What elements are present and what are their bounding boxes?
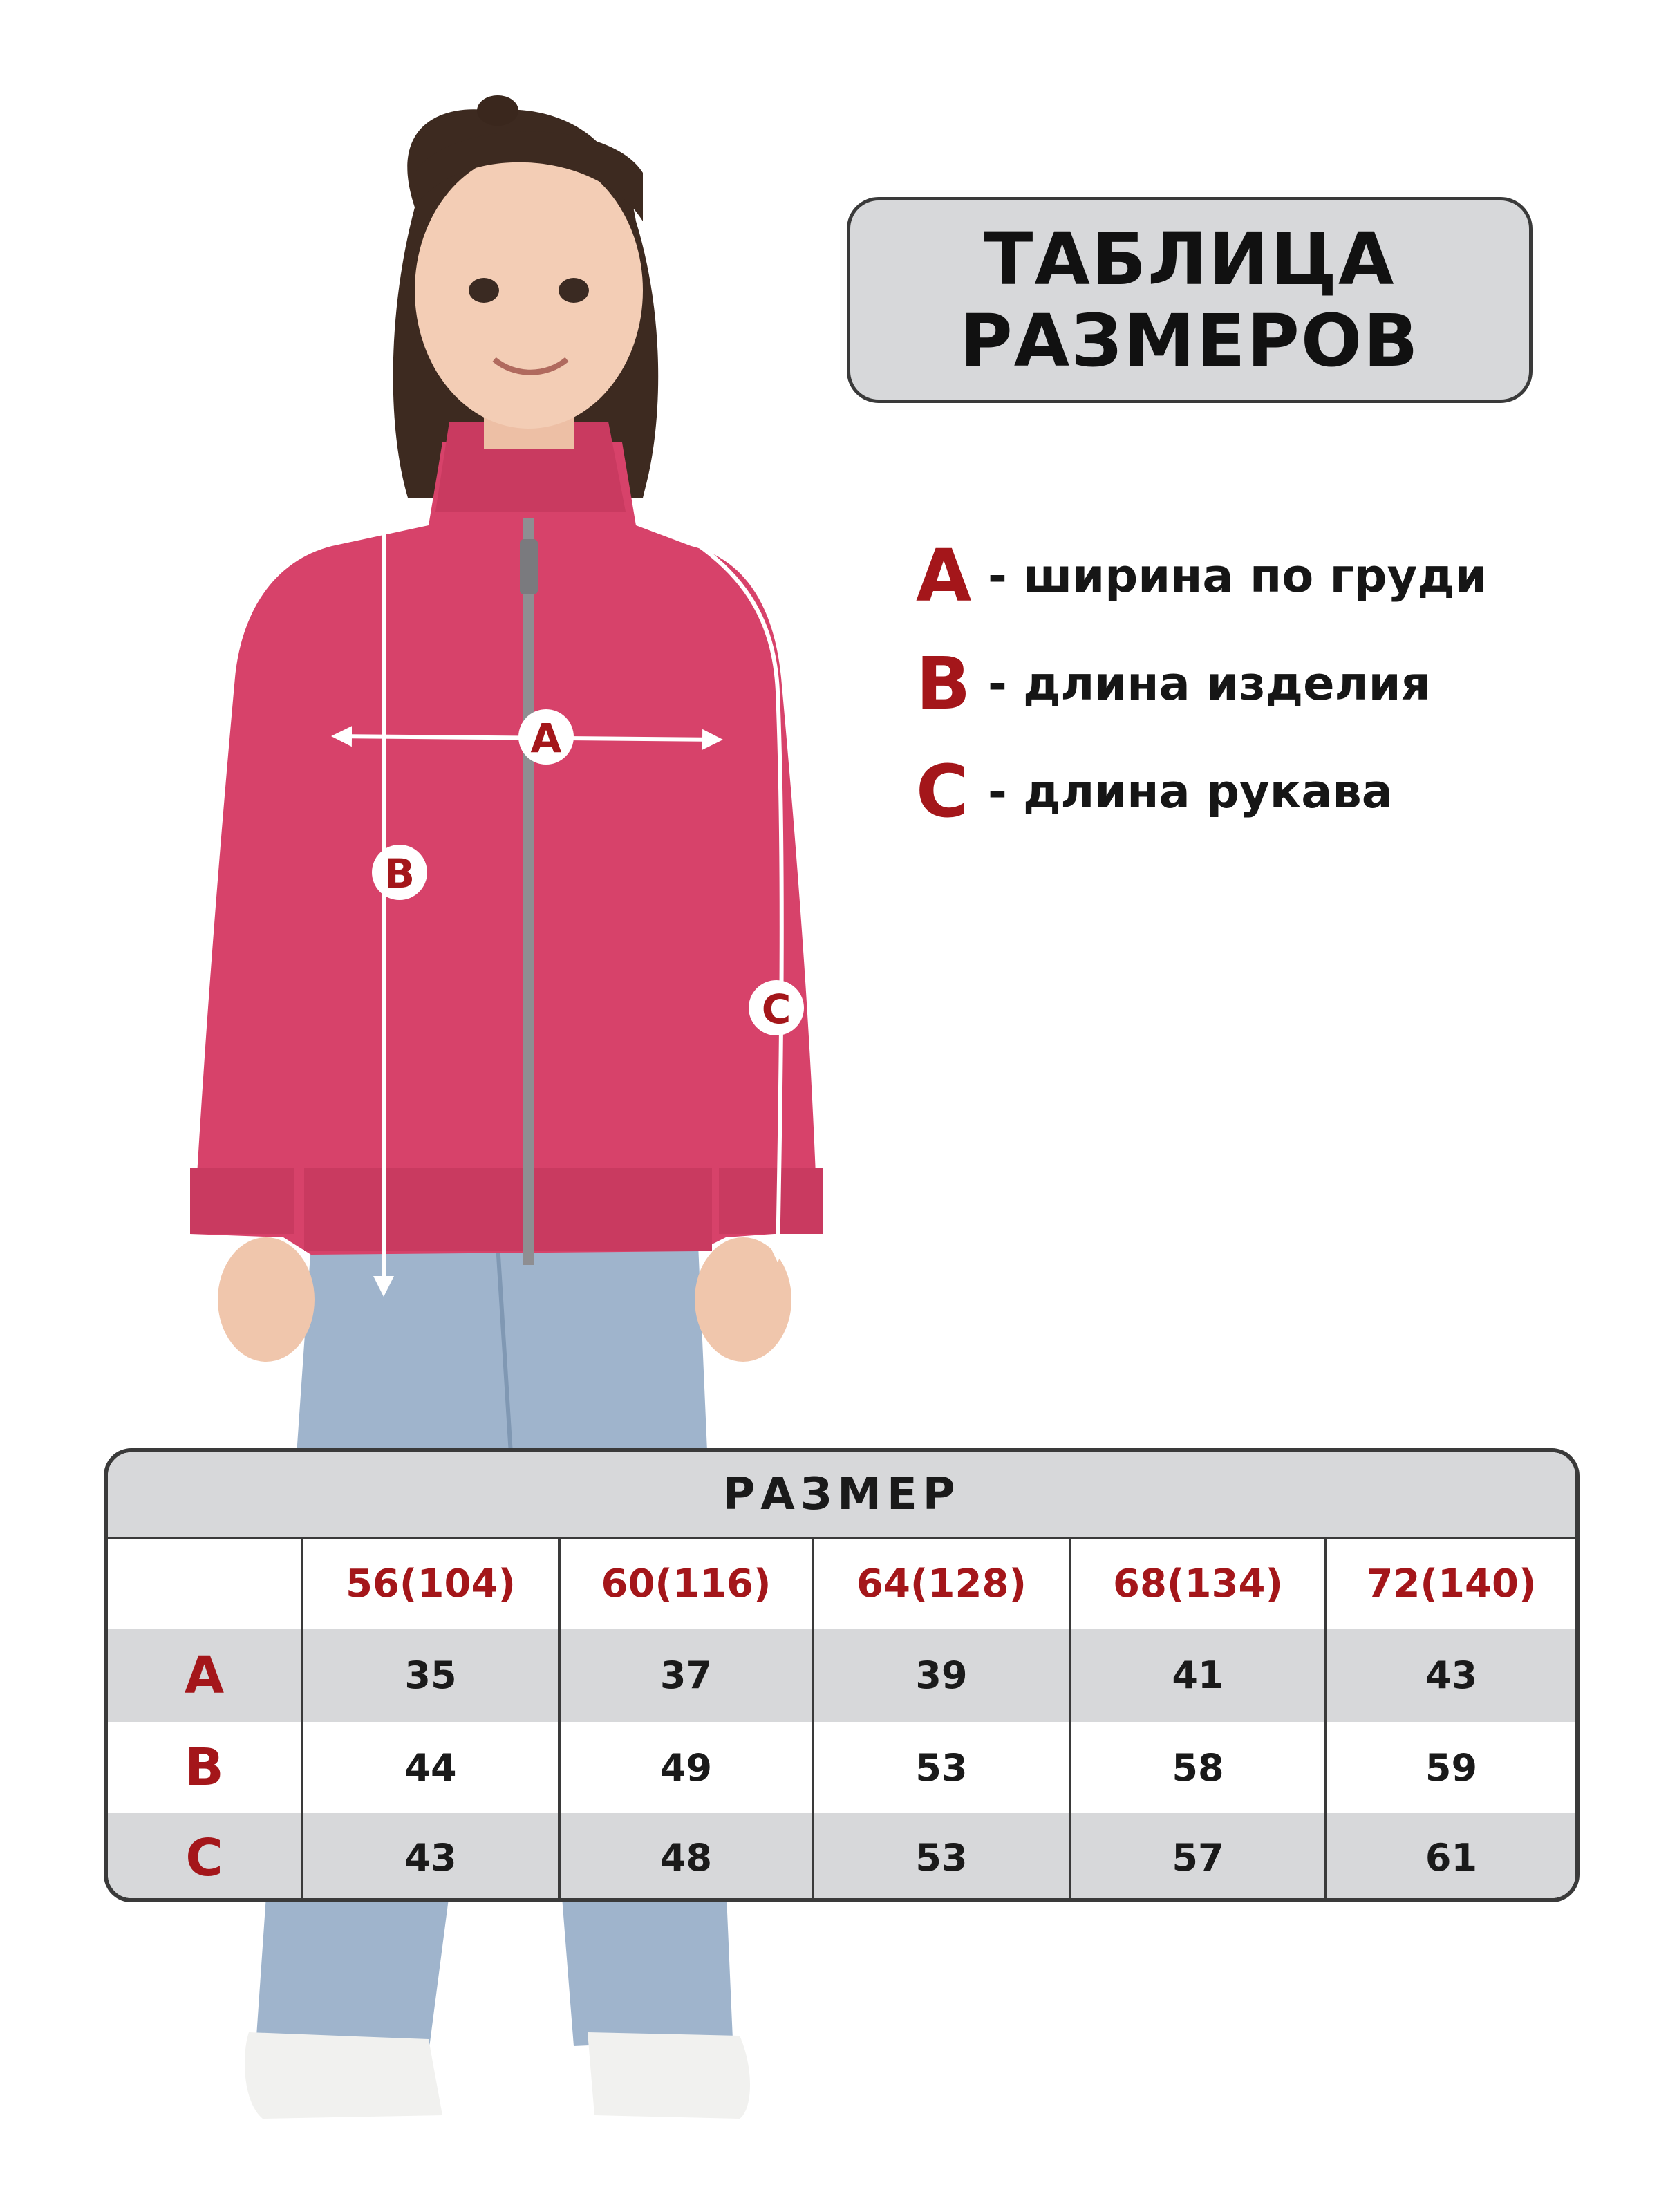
table-cell: 53 — [812, 1813, 1069, 1902]
title-line-1: ТАБЛИЦА — [984, 217, 1396, 301]
legend-text-a: - ширина по груди — [988, 549, 1488, 603]
size-col-3: 64(128) — [812, 1539, 1069, 1629]
table-cell: 48 — [558, 1813, 812, 1902]
marker-c-label: C — [761, 986, 791, 1033]
size-col-4: 68(134) — [1069, 1539, 1324, 1629]
jacket — [190, 422, 823, 1265]
marker-b-label: B — [384, 850, 415, 897]
row-label-b: B — [185, 1738, 224, 1797]
table-cell: 43 — [1324, 1629, 1575, 1722]
legend-letter-a: A — [916, 534, 972, 618]
size-col-5: 72(140) — [1324, 1539, 1575, 1629]
sneakers — [245, 2032, 750, 2119]
row-label-c: C — [185, 1828, 223, 1888]
size-table — [104, 1448, 1580, 1902]
size-table-header: РАЗМЕР — [108, 1452, 1575, 1539]
legend-letter-b: B — [916, 641, 971, 726]
marker-a — [518, 709, 574, 765]
table-cell: 49 — [558, 1722, 812, 1813]
table-cell: 53 — [812, 1722, 1069, 1813]
size-col-1: 56(104) — [301, 1539, 558, 1629]
table-row-a — [108, 1629, 1575, 1722]
title-line-2: РАЗМЕРОВ — [959, 299, 1420, 383]
table-row-b — [108, 1722, 1575, 1813]
table-cell: 44 — [301, 1722, 558, 1813]
marker-a-label: A — [530, 715, 562, 762]
table-cell: 61 — [1324, 1813, 1575, 1902]
row-label-a: A — [184, 1645, 225, 1705]
legend-text-b: - длина изделия — [988, 657, 1431, 711]
table-cell: 58 — [1069, 1722, 1324, 1813]
table-cell: 39 — [812, 1629, 1069, 1722]
legend-item-a — [916, 522, 1607, 630]
table-cell: 41 — [1069, 1629, 1324, 1722]
table-cell: 37 — [558, 1629, 812, 1722]
marker-b — [372, 845, 427, 900]
legend-item-b — [916, 630, 1607, 738]
table-cell: 57 — [1069, 1813, 1324, 1902]
size-header-row — [108, 1539, 1575, 1629]
legend-letter-c: C — [916, 749, 969, 834]
table-cell: 59 — [1324, 1722, 1575, 1813]
table-cell: 43 — [301, 1813, 558, 1902]
title-box — [847, 197, 1533, 403]
measurement-legend — [916, 522, 1607, 845]
size-col-2: 60(116) — [558, 1539, 812, 1629]
table-row-c — [108, 1813, 1575, 1902]
table-cell: 35 — [301, 1629, 558, 1722]
legend-text-c: - длина рукава — [988, 765, 1394, 818]
legend-item-c — [916, 738, 1607, 845]
corner-cell — [108, 1539, 301, 1629]
marker-c — [749, 980, 804, 1035]
